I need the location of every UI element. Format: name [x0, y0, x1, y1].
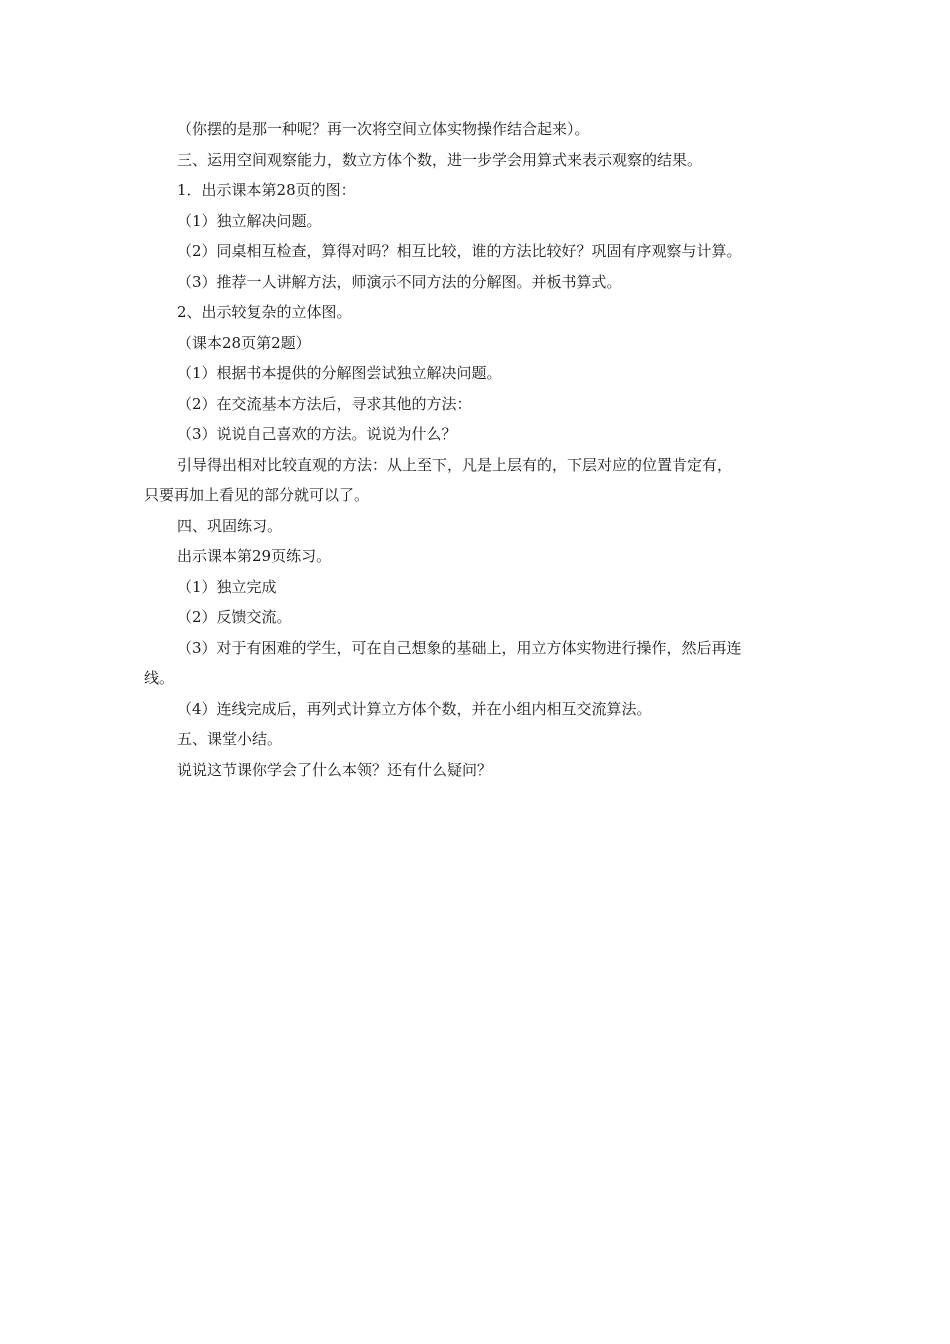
text-line: 说说这节课你学会了什么本领？还有什么疑问？	[177, 760, 493, 779]
text-line: 1．出示课本第28页的图：	[177, 181, 356, 199]
paragraph-line: （3）对于有困难的学生，可在自己想象的基础上，用立方体实物进行操作，然后再连	[177, 638, 742, 657]
list-item: （4）连线完成后，再列式计算立方体个数，并在小组内相互交流算法。	[177, 699, 652, 718]
paragraph-line: 引导得出相对比较直观的方法：从上至下，凡是上层有的，下层对应的位置肯定有，	[177, 455, 733, 474]
list-item: （1）独立完成	[177, 577, 277, 596]
text-line: 出示课本第29页练习。	[177, 547, 332, 565]
list-item: （2）反馈交流。	[177, 608, 292, 626]
document-body	[144, 114, 808, 785]
text-line: 2、出示较复杂的立体图。	[177, 303, 352, 321]
section-heading: 五、课堂小结。	[177, 730, 283, 748]
section-heading: 三、运用空间观察能力，数立方体个数，进一步学会用算式来表示观察的结果。	[177, 150, 703, 169]
list-item: （1）独立解决问题。	[177, 211, 322, 230]
list-item: （1）根据书本提供的分解图尝试独立解决问题。	[177, 364, 502, 382]
list-item: （3）说说自己喜欢的方法。说说为什么？	[177, 425, 457, 443]
paragraph-line: 只要再加上看见的部分就可以了。	[144, 486, 370, 504]
text-line: （课本28页第2题）	[177, 333, 311, 352]
list-item: （2）在交流基本方法后，寻求其他的方法：	[177, 394, 472, 413]
list-item: （3）推荐一人讲解方法，师演示不同方法的分解图。并板书算式。	[177, 272, 622, 291]
text-line: （你摆的是那一种呢？再一次将空间立体实物操作结合起来）。	[177, 120, 590, 138]
section-heading: 四、巩固练习。	[177, 516, 283, 535]
paragraph-line: 线。	[144, 669, 175, 687]
list-item: （2）同桌相互检查，算得对吗？相互比较，谁的方法比较好？巩固有序观察与计算。	[177, 242, 742, 260]
